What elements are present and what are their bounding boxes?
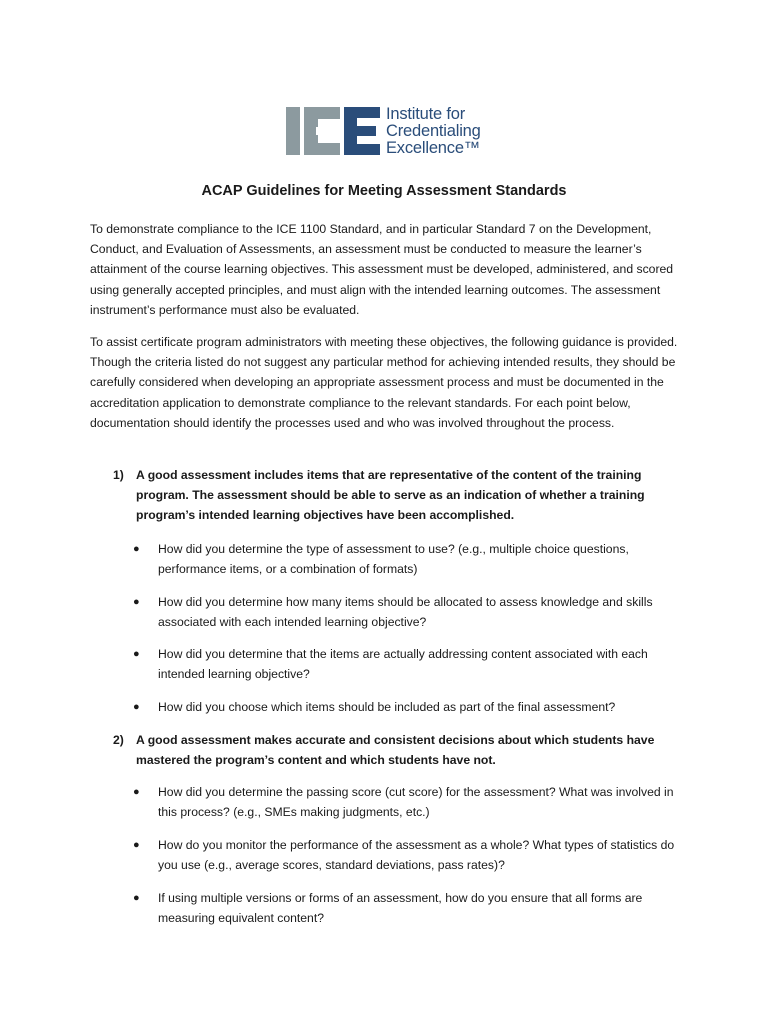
- section-1-heading: [113, 465, 673, 526]
- bullet-icon: ●: [133, 701, 140, 713]
- list-item-text: How did you determine the type of assessment to use? (e.g., multiple choice questions, performance items, or a combination of formats): [158, 542, 629, 577]
- section-number: 1): [113, 468, 124, 482]
- bullet-icon: ●: [133, 543, 140, 555]
- bullet-icon: ●: [133, 839, 140, 851]
- document-title: ACAP Guidelines for Meeting Assessment Standards: [201, 183, 567, 199]
- ice-logo-mark: [286, 105, 380, 157]
- list-item: [133, 835, 678, 875]
- list-item-text: How do you monitor the performance of the assessment as a whole? What types of statistics do you use (e.g., average scores, standard deviations, pass rates)?: [158, 838, 675, 873]
- list-item-text: How did you choose which items should be included as part of the final assessment?: [158, 700, 616, 714]
- list-item-text: If using multiple versions or forms of an assessment, how do you ensure that all forms are measuring equivalent content?: [158, 891, 643, 926]
- list-item-text: How did you determine the passing score (cut score) for the assessment? What was involved in this process? (e.g., SMEs making judgments, etc.): [158, 785, 674, 820]
- bullet-icon: ●: [133, 596, 140, 608]
- ice-logo: [286, 103, 486, 159]
- list-item-text: How did you determine that the items are actually addressing content associated with each intended learning objective?: [158, 647, 648, 682]
- list-item: [133, 592, 678, 632]
- logo-line-2: Credentialing: [386, 121, 481, 140]
- intro-paragraph-2: To assist certificate program administrators with meeting these objectives, the following guidance is provided. Though the criteria listed do not suggest any particular method for achieving intended results, they should be carefully considered when developing an appropriate assessment process and must be documented in the accreditation application to demonstrate compliance to the relevant standards. For each point below, documentation should identify the processes used and who was involved throughout the process.: [90, 335, 678, 430]
- list-item-text: How did you determine how many items should be allocated to assess knowledge and skills associated with each intended learning objective?: [158, 595, 653, 630]
- logo-wordmark: [386, 106, 481, 157]
- bullet-icon: ●: [133, 648, 140, 660]
- section-2-heading: [113, 730, 673, 770]
- bullet-icon: ●: [133, 786, 140, 798]
- section-number: 2): [113, 733, 124, 747]
- bullet-icon: ●: [133, 892, 140, 904]
- list-item: [133, 697, 678, 717]
- section-heading-text: A good assessment makes accurate and consistent decisions about which students have mastered the program’s content and which students have not.: [136, 733, 655, 768]
- list-item: [133, 644, 678, 684]
- intro-paragraph-1: To demonstrate compliance to the ICE 1100 Standard, and in particular Standard 7 on the Development, Conduct, and Evaluation of Assessments, an assessment must be conducted to measure the learner’s attainment of the course learning objectives. This assessment must be developed, administered, and scored using generally accepted principles, and must align with the intended learning outcomes. The assessment instrument’s performance must also be evaluated.: [90, 222, 674, 317]
- logo-line-1: Institute for: [386, 104, 466, 123]
- logo-line-3: Excellence™: [386, 138, 481, 157]
- section-heading-text: A good assessment includes items that are representative of the content of the training program. The assessment should be able to serve as an indication of whether a training program’s intended learning objectives have been accomplished.: [136, 468, 645, 523]
- list-item: [133, 782, 678, 822]
- list-item: [133, 888, 678, 928]
- list-item: [133, 539, 678, 579]
